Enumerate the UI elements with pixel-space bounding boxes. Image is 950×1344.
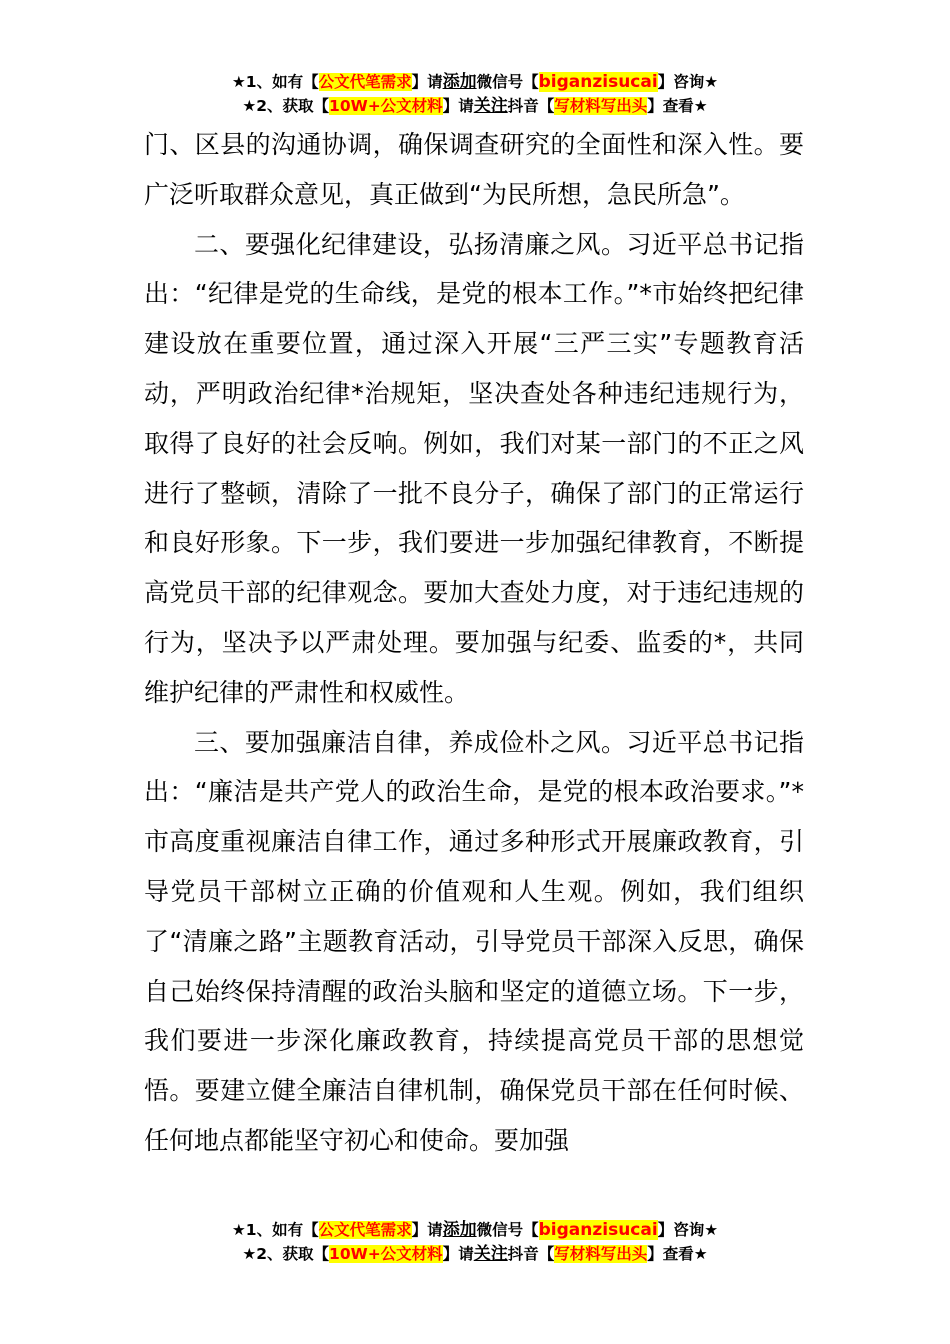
banner-text: 抖音【 [507, 97, 555, 115]
banner-line-1 [0, 70, 950, 94]
banner-text: 】请 [411, 73, 443, 91]
banner-text: 微信号【 [476, 1221, 539, 1239]
banner-line-1 [0, 1218, 950, 1242]
banner-highlight: 公文代笔需求 [318, 73, 412, 91]
banner-underlined: 关注 [473, 1244, 508, 1264]
paragraph-continuation: 门、区县的沟通协调，确保调查研究的全面性和深入性。要广泛听取群众意见，真正做到“为民所想，急民所急”。 [144, 130, 804, 209]
banner-line-2 [0, 1242, 950, 1266]
paragraph-integrity: 三、要加强廉洁自律，养成俭朴之风。习近平总书记指出：“廉洁是共产党人的政治生命，是党的根本政治要求。”*市高度重视廉洁自律工作，通过多种形式开展廉政教育，引导党员干部树立正确的价值观和人生观。例如，我们组织了“清廉之路”主题教育活动，引导党员干部深入反思，确保自己始终保持清醒的政治头脑和坚定的道德立场。下一步，我们要进一步深化廉政教育，持续提高党员干部的思想觉悟。要建立健全廉洁自律机制，确保党员干部在任何时候、任何地点都能坚守初心和使命。要加强 [144, 727, 804, 1155]
banner-text: 】请 [442, 1245, 474, 1263]
banner-text: 抖音【 [507, 1245, 555, 1263]
banner-underlined: 添加 [442, 72, 477, 92]
banner-highlight: 10W+公文材料 [329, 97, 443, 115]
banner-text: 】请 [411, 1221, 443, 1239]
banner-underlined: 关注 [473, 96, 508, 116]
header-banner [0, 70, 950, 118]
douyin-highlight: 写材料写出头 [554, 1245, 648, 1263]
banner-highlight: 10W+公文材料 [329, 1245, 443, 1263]
banner-text: ★2、获取【 [242, 97, 330, 115]
banner-underlined: 添加 [442, 1220, 477, 1240]
banner-line-2 [0, 94, 950, 118]
banner-text: 微信号【 [476, 73, 539, 91]
banner-text: 】咨询★ [657, 73, 719, 91]
wechat-id-highlight: biganzisucai [538, 72, 658, 92]
banner-text: 】请 [442, 97, 474, 115]
paragraph-discipline: 二、要强化纪律建设，弘扬清廉之风。习近平总书记指出：“纪律是党的生命线，是党的根本工作。”*市始终把纪律建设放在重要位置，通过深入开展“三严三实”专题教育活动，严明政治纪律*治规矩，坚决查处各种违纪违规行为，取得了良好的社会反响。例如，我们对某一部门的不正之风进行了整顿，清除了一批不良分子，确保了部门的正常运行和良好形象。下一步，我们要进一步加强纪律教育，不断提高党员干部的纪律观念。要加大查处力度，对于违纪违规的行为，坚决予以严肃处理。要加强与纪委、监委的*，共同维护纪律的严肃性和权威性。 [144, 229, 804, 707]
douyin-highlight: 写材料写出头 [554, 97, 648, 115]
banner-text: 】咨询★ [657, 1221, 719, 1239]
banner-text: 】查看★ [647, 97, 708, 115]
wechat-id-highlight: biganzisucai [538, 1220, 658, 1240]
banner-text: ★1、如有【 [231, 1221, 319, 1239]
document-body [144, 120, 804, 1166]
banner-text: ★2、获取【 [242, 1245, 330, 1263]
banner-highlight: 公文代笔需求 [318, 1221, 412, 1239]
footer-banner [0, 1218, 950, 1266]
banner-text: 】查看★ [647, 1245, 708, 1263]
banner-text: ★1、如有【 [231, 73, 319, 91]
